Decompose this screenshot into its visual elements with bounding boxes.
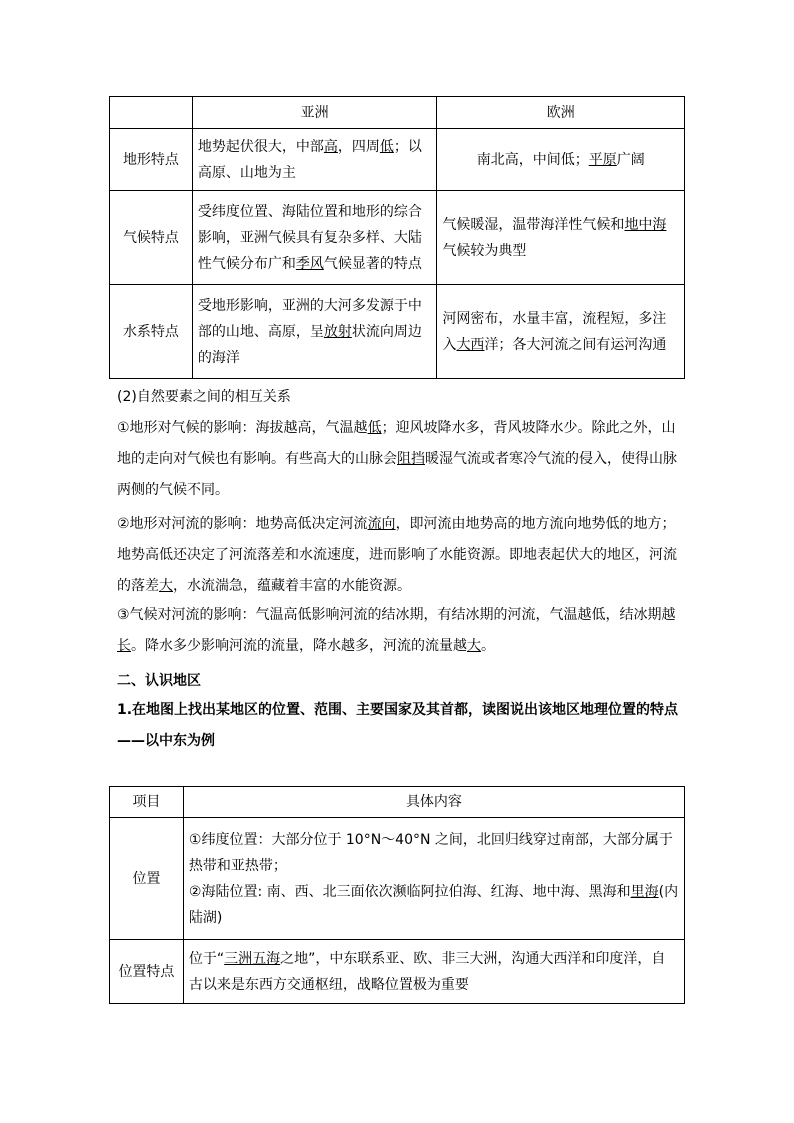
europe-terrain-cell: 南北高，中间低；平原广阔 [437, 129, 685, 191]
asia-rivers-cell: 受地形影响，亚洲的大河多发源于中部的山地、高原，呈放射状流向周边的海洋 [192, 285, 437, 379]
continents-table [109, 96, 685, 379]
location-content-cell [183, 818, 684, 940]
header-item: 项目 [110, 787, 184, 818]
row-label-terrain: 地形特点 [110, 129, 193, 191]
paragraph-climate-rivers: ③气候对河流的影响：气温高低影响河流的结冰期，有结冰期的河流，气温越低，结冰期越长。降水多少影响河流的流量，降水越多，河流的流量越大。 [117, 607, 676, 654]
table-header-row [110, 97, 685, 129]
location-features-cell: 位于“三洲五海之地”，中东联系亚、欧、非三大洲，沟通大西洋和印度洋，自古以来是东西方交通枢纽，战略位置极为重要 [183, 940, 684, 1004]
subsection-heading: 1.在地图上找出某地区的位置、范围、主要国家及其首都，读图说出该地区地理位置的特点——以中东为例 [117, 702, 679, 749]
header-europe: 欧洲 [437, 97, 685, 129]
header-empty-cell [110, 97, 193, 129]
land-sea-position: ②海陆位置: 南、西、北三面依次濒临阿拉伯海、红海、地中海、黑海和里海(内陆湖) [188, 883, 679, 926]
asia-terrain-cell: 地势起伏很大，中部高，四周低；以高原、山地为主 [192, 129, 437, 191]
table-row [110, 285, 685, 379]
paragraph-terrain-climate: ①地形对气候的影响：海拔越高，气温越低；迎风坡降水多，背风坡降水少。除此之外，山地的走向对气候也有影响。有些高大的山脉会阻挡暖湿气流或者寒冷气流的侵入，使得山脉两侧的气候不同。 [117, 420, 677, 498]
europe-climate-cell: 气候暖湿，温带海洋性气候和地中海气候较为典型 [437, 191, 685, 285]
row-label-rivers: 水系特点 [110, 285, 193, 379]
latitude-position: ①纬度位置：大部分位于 10°N～40°N 之间，北回归线穿过南部，大部分属于热带和亚热带； [188, 831, 673, 874]
table-row [110, 940, 685, 1004]
header-asia: 亚洲 [192, 97, 437, 129]
table-row [110, 191, 685, 285]
paragraph-terrain-rivers: ②地形对河流的影响：地势高低决定河流流向，即河流由地势高的地方流向地势低的地方；地势高低还决定了河流落差和水流速度，进而影响了水能资源。即地表起伏大的地区，河流的落差大，水流湍急，蕴藏着丰富的水能资源。 [117, 516, 677, 594]
europe-rivers-cell: 河网密布，水量丰富，流程短，多注入大西洋；各大河流之间有运河沟通 [437, 285, 685, 379]
asia-climate-cell: 受纬度位置、海陆位置和地形的综合影响，亚洲气候具有复杂多样、大陆性气候分布广和季风气候显著的特点 [192, 191, 437, 285]
row-label-climate: 气候特点 [110, 191, 193, 285]
row-label-location: 位置 [110, 818, 184, 940]
table-row [110, 818, 685, 940]
section-subtitle: (2)自然要素之间的相互关系 [117, 389, 291, 405]
table-header-row [110, 787, 685, 818]
region-table [109, 786, 685, 1004]
row-label-location-features: 位置特点 [110, 940, 184, 1004]
header-content: 具体内容 [183, 787, 684, 818]
table-row [110, 129, 685, 191]
section-heading: 二、认识地区 [117, 673, 201, 689]
